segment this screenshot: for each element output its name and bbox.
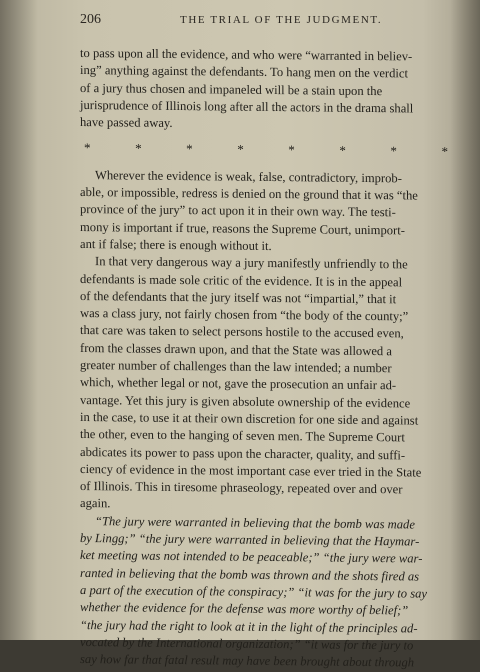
text-line: ing” anything against the defendants. To hang men on the verdict: [80, 63, 408, 81]
page-header: [80, 12, 460, 30]
text-line: which, whether legal or not, gave the prosecution an unfair ad-: [80, 375, 397, 393]
asterisk: *: [390, 143, 397, 159]
text-line: “the jury had the right to look at it in the light of the principles ad-: [80, 617, 418, 636]
paragraph-3: [80, 253, 456, 516]
text-line: again.: [80, 496, 111, 511]
page-number: 206: [80, 12, 101, 27]
text-line: have passed away.: [80, 115, 173, 131]
text-line: from the classes drawn upon, and that the State was allowed a: [80, 340, 392, 359]
text-line: of a jury thus chosen and impaneled will be a stain upon the: [80, 80, 383, 98]
text-line: of the defendants that the jury itself was not “impartial,” that it: [80, 288, 397, 307]
asterisk: *: [237, 142, 244, 158]
text-line: say how far that fatal result may have been brought about through: [80, 652, 415, 670]
paragraph-2: [80, 167, 456, 257]
text-line: mony is important if true, reasons the Supreme Court, unimport-: [80, 219, 405, 238]
text-line: jurisprudence of Illinois long after all the actors in the drama shall: [80, 97, 414, 116]
asterisk: *: [288, 142, 295, 158]
text-line: able, or impossible, redress is denied on the ground that it was “the: [80, 185, 418, 203]
running-head: THE TRIAL OF THE JUDGMENT.: [180, 14, 383, 26]
text-line: Wherever the evidence is weak, false, contradictory, improb-: [95, 167, 402, 186]
binding-shadow: [0, 0, 38, 640]
text-line: vocated by the International organization;” “it was for the jury to: [80, 634, 414, 653]
text-line: greater number of challenges than the law intended; a number: [80, 358, 392, 376]
text-line: ranted in believing that the bomb was thrown and the shots fired as: [80, 565, 420, 584]
text-line: ket meeting was not intended to be peaceable;” “the jury were war-: [80, 548, 423, 566]
body-text: [80, 45, 456, 672]
asterisk: *: [441, 144, 448, 160]
text-line: of Illinois. This in tiresome phraseology, repeated over and over: [80, 479, 403, 497]
text-line: defendants is made sole critic of the evidence. It is in the appeal: [80, 271, 403, 289]
text-line: abdicates its power to pass upon the character, quality, and suffi-: [80, 444, 406, 462]
paragraph-1: [80, 45, 456, 135]
text-line: vantage. Yet this jury is given absolute ownership of the evidence: [80, 392, 411, 411]
text-line: “The jury were warranted in believing that the bomb was made: [95, 513, 415, 532]
text-line: that care was taken to select persons hostile to the accused even,: [80, 323, 404, 341]
text-line: whether the evidence for the defense was more worthy of belief;”: [80, 600, 409, 618]
asterisk: *: [135, 141, 142, 157]
text-line: a part of the execution of the conspiracy;” “it was for the jury to say: [80, 582, 427, 601]
text-line: by Lingg;” “the jury were warranted in believing that the Haymar-: [80, 531, 420, 549]
text-line: ant if false; there is enough without it.: [80, 236, 272, 253]
text-line: In that very dangerous way a jury manifestly unfriendly to the: [95, 254, 408, 272]
text-line: province of the jury” to act upon it in their own way. The testi-: [80, 202, 396, 220]
text-line: was a class jury, not fairly chosen from “the body of the county;”: [80, 306, 409, 324]
text-line: the other, even to the hanging of seven men. The Supreme Court: [80, 427, 405, 445]
asterisk-divider: [80, 131, 456, 170]
asterisk: *: [84, 140, 91, 156]
text-line: ciency of evidence in the most important case ever tried in the State: [80, 461, 422, 480]
paragraph-4: [80, 513, 456, 672]
asterisk: *: [186, 141, 193, 157]
asterisk: *: [339, 143, 346, 159]
text-line: in the case, to use it at their own discretion for one side and against: [80, 409, 419, 428]
text-line: to pass upon all the evidence, and who were “warranted in believ-: [80, 46, 413, 64]
